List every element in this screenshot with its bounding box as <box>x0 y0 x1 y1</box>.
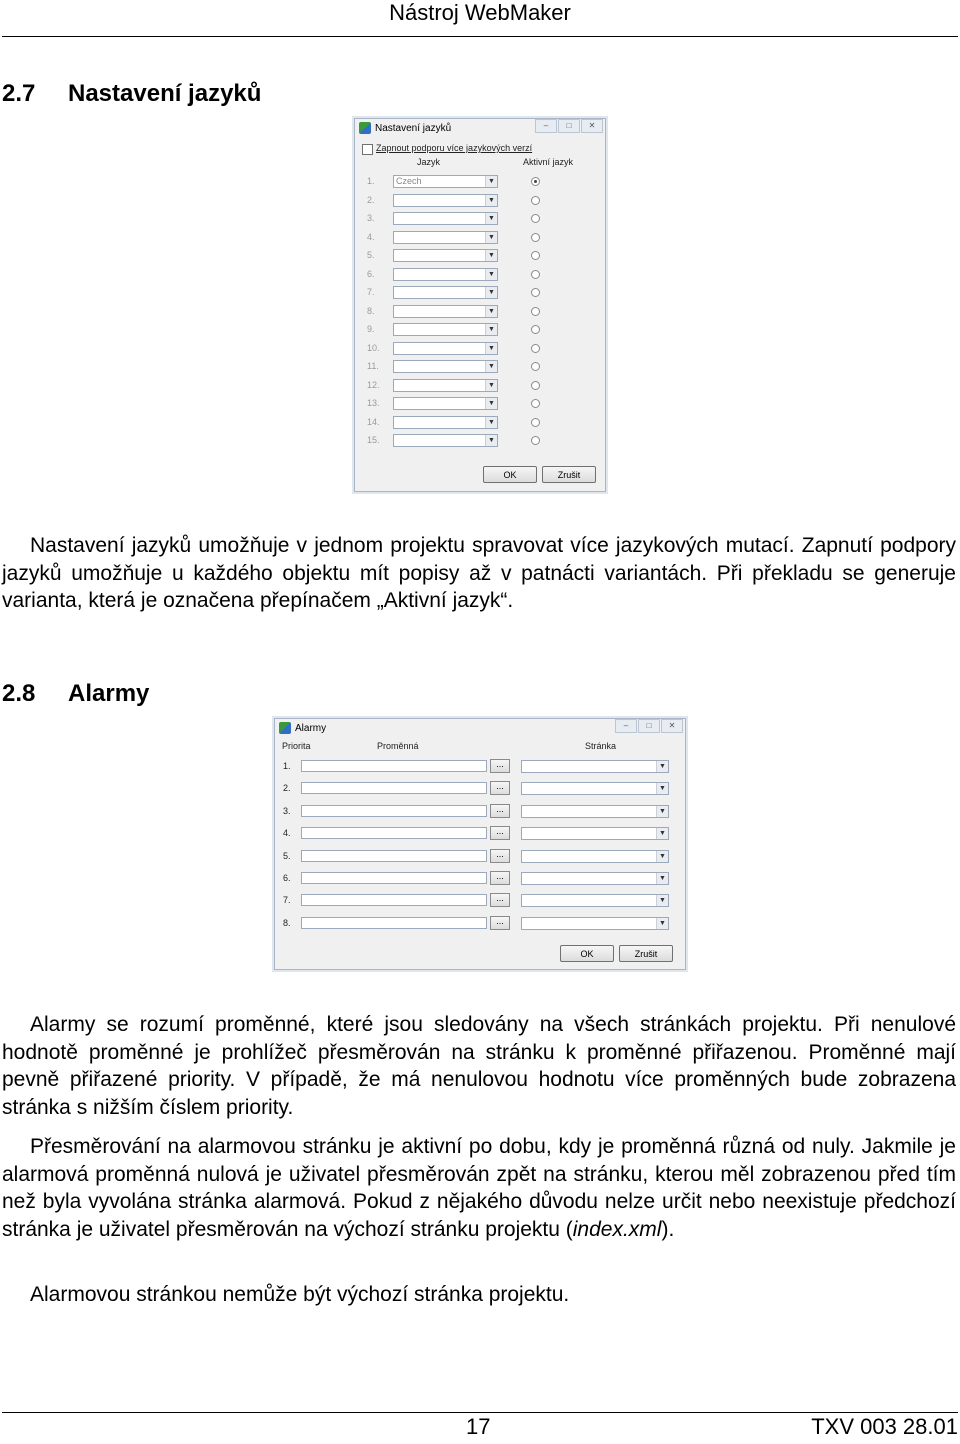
document-id: TXV 003 28.01 <box>811 1414 958 1439</box>
minimize-icon[interactable]: – <box>535 119 557 133</box>
column-header-priority: Priorita <box>282 741 311 751</box>
variable-input[interactable] <box>301 782 487 794</box>
row-number: 11. <box>367 361 379 371</box>
column-header-active: Aktivní jazyk <box>523 157 574 167</box>
cancel-button[interactable]: Zrušit <box>542 466 596 483</box>
language-settings-dialog <box>354 118 606 492</box>
language-select[interactable] <box>393 323 498 336</box>
browse-variable-button[interactable]: ... <box>490 871 510 885</box>
paragraph-alarms-intro <box>2 1011 956 1121</box>
priority-label: 6. <box>283 873 291 883</box>
section-heading-alarms <box>2 680 149 708</box>
dialog-titlebar <box>275 719 685 737</box>
page-select[interactable] <box>521 872 669 885</box>
active-language-radio[interactable] <box>531 196 540 205</box>
priority-label: 1. <box>283 761 291 771</box>
paragraph-languages <box>2 532 956 615</box>
dialog-title: Alarmy <box>295 722 327 734</box>
chevron-down-icon[interactable]: ▼ <box>656 761 668 772</box>
chevron-down-icon[interactable]: ▼ <box>485 435 497 446</box>
dialog-titlebar <box>355 119 605 137</box>
page-select[interactable] <box>521 894 669 907</box>
paragraph-text: Alarmy se rozumí proměnné, které jsou sledovány na všech stránkách projektu. Při nenulové hodnotě proměnné je prohlížeč přesměrován na stránku k proměnné přiřazenou. Proměnné mají pevně přiřazené priority. V případě, že má nenulovou hodnotu více proměnných bude zobrazena stránka s nižším číslem priority. <box>2 1013 956 1119</box>
active-language-radio[interactable] <box>531 270 540 279</box>
row-number: 10. <box>367 342 380 353</box>
active-language-radio[interactable] <box>531 214 540 223</box>
active-language-radio[interactable] <box>531 381 540 390</box>
page-header: Nástroj WebMaker <box>389 0 571 25</box>
section-title: Nastavení jazyků <box>68 80 262 107</box>
chevron-down-icon[interactable]: ▼ <box>485 398 497 409</box>
language-select[interactable] <box>393 434 498 447</box>
language-select[interactable] <box>393 342 498 355</box>
row-number: 1. <box>367 176 375 186</box>
browse-variable-button[interactable]: ... <box>490 759 510 773</box>
close-icon[interactable]: ✕ <box>581 119 603 133</box>
row-number: 15. <box>367 435 380 445</box>
row-number: 3. <box>367 213 375 223</box>
active-language-radio[interactable] <box>531 307 540 316</box>
priority-label: 5. <box>283 850 291 861</box>
column-header-page: Stránka <box>585 741 617 751</box>
variable-input[interactable] <box>301 850 487 862</box>
paragraph-alarm-note <box>2 1281 956 1309</box>
chevron-down-icon[interactable]: ▼ <box>485 195 497 206</box>
multilanguage-checkbox[interactable] <box>362 144 373 155</box>
active-language-radio[interactable] <box>531 344 540 353</box>
page-number: 17 <box>466 1414 491 1439</box>
page-select[interactable] <box>521 782 669 795</box>
variable-input[interactable] <box>301 827 487 839</box>
language-select[interactable] <box>393 360 498 373</box>
paragraph-text-end: ). <box>661 1217 675 1241</box>
app-icon <box>359 122 371 134</box>
variable-input[interactable] <box>301 894 487 906</box>
maximize-icon[interactable]: □ <box>558 119 580 133</box>
language-select[interactable] <box>393 175 498 188</box>
maximize-icon[interactable]: □ <box>638 719 660 733</box>
variable-input[interactable] <box>301 805 487 817</box>
priority-label: 4. <box>283 828 291 839</box>
active-language-radio[interactable] <box>531 251 540 260</box>
chevron-down-icon[interactable]: ▼ <box>485 343 497 354</box>
active-language-radio[interactable] <box>531 436 540 445</box>
ok-button[interactable]: OK <box>483 466 537 483</box>
chevron-down-icon[interactable]: ▼ <box>485 269 497 280</box>
chevron-down-icon[interactable]: ▼ <box>485 380 497 391</box>
paragraph-text: Alarmovou stránkou nemůže být výchozí stránka projektu. <box>30 1283 570 1306</box>
active-language-radio[interactable] <box>531 362 540 371</box>
chevron-down-icon[interactable]: ▼ <box>485 250 497 261</box>
chevron-down-icon[interactable]: ▼ <box>485 324 497 335</box>
section-heading-languages <box>2 80 261 108</box>
active-language-radio[interactable] <box>531 288 540 297</box>
page-select[interactable] <box>521 805 669 818</box>
active-language-radio[interactable] <box>531 325 540 334</box>
header-rule <box>2 36 958 37</box>
window-controls <box>534 119 603 133</box>
chevron-down-icon[interactable]: ▼ <box>485 417 497 428</box>
browse-variable-button[interactable]: ... <box>490 893 510 907</box>
language-select[interactable] <box>393 379 498 392</box>
language-select[interactable] <box>393 397 498 410</box>
chevron-down-icon[interactable]: ▼ <box>485 361 497 372</box>
browse-variable-button[interactable]: ... <box>490 826 510 840</box>
chevron-down-icon[interactable]: ▼ <box>485 176 497 187</box>
chevron-down-icon[interactable]: ▼ <box>656 806 668 817</box>
section-number: 2.8 <box>2 680 36 707</box>
row-number: 13. <box>367 398 380 408</box>
language-select[interactable] <box>393 305 498 318</box>
variable-input[interactable] <box>301 917 487 929</box>
column-header-variable: Proměnná <box>377 741 419 751</box>
priority-label: 8. <box>283 917 291 928</box>
paragraph-alarm-redirect <box>2 1133 956 1243</box>
paragraph-text: Přesměrování na alarmovou stránku je aktivní po dobu, kdy je proměnná různá od nuly. Jakmile je alarmová proměnná nulová je uživatel přesměrován zpět na stránku, kterou měl zobrazenou před tím než byla vyvolána stránka alarmová. Pokud z nějakého důvodu nelze určit nebo neexistuje předchozí stránka je uživatel přesměrován na výchozí stránku projektu ( <box>2 1135 956 1241</box>
chevron-down-icon[interactable]: ▼ <box>656 851 668 862</box>
column-header-language: Jazyk <box>417 157 441 167</box>
page-select[interactable] <box>521 917 669 930</box>
alarms-dialog <box>274 718 686 970</box>
priority-label: 3. <box>283 805 291 816</box>
close-icon[interactable]: ✕ <box>661 719 683 733</box>
filename: index.xml <box>572 1217 662 1241</box>
language-select[interactable] <box>393 249 498 262</box>
row-number: 14. <box>367 416 380 427</box>
browse-variable-button[interactable]: ... <box>490 804 510 818</box>
paragraph-text: Nastavení jazyků umožňuje v jednom projektu spravovat více jazykových mutací. Zapnutí podpory jazyků umožňuje u každého objektu mít popisy až v patnácti variantách. Při překladu se generuje varianta, která je označena přepínačem „Aktivní jazyk“. <box>2 534 956 612</box>
row-number: 9. <box>367 324 375 334</box>
row-number: 7. <box>367 287 375 297</box>
row-number: 12. <box>367 379 380 390</box>
language-select[interactable] <box>393 231 498 244</box>
language-select[interactable] <box>393 286 498 299</box>
chevron-down-icon[interactable]: ▼ <box>656 918 668 929</box>
minimize-icon[interactable]: – <box>615 719 637 733</box>
browse-variable-button[interactable]: ... <box>490 781 510 795</box>
variable-input[interactable] <box>301 872 487 884</box>
cancel-button[interactable]: Zrušit <box>619 945 673 962</box>
priority-label: 7. <box>283 895 291 906</box>
row-number: 5. <box>367 250 375 260</box>
page-select[interactable] <box>521 827 669 840</box>
chevron-down-icon[interactable]: ▼ <box>485 213 497 224</box>
section-title: Alarmy <box>68 680 150 707</box>
language-select[interactable] <box>393 212 498 225</box>
row-number: 2. <box>367 194 375 205</box>
footer-rule <box>2 1412 958 1413</box>
row-number: 8. <box>367 305 375 316</box>
chevron-down-icon[interactable]: ▼ <box>485 287 497 298</box>
chevron-down-icon[interactable]: ▼ <box>656 783 668 794</box>
dialog-title: Nastavení jazyků <box>375 122 452 134</box>
active-language-radio[interactable] <box>531 233 540 242</box>
chevron-down-icon[interactable]: ▼ <box>485 306 497 317</box>
app-icon <box>279 722 291 734</box>
language-select[interactable] <box>393 194 498 207</box>
active-language-radio[interactable] <box>531 418 540 427</box>
section-number: 2.7 <box>2 80 36 107</box>
active-language-radio[interactable] <box>531 399 540 408</box>
window-controls <box>614 719 683 733</box>
active-language-radio[interactable] <box>531 177 540 186</box>
chevron-down-icon[interactable]: ▼ <box>656 828 668 839</box>
language-value: Czech <box>396 176 422 186</box>
ok-button[interactable]: OK <box>560 945 614 962</box>
page-select[interactable] <box>521 850 669 863</box>
multilanguage-checkbox-label: Zapnout podporu více jazykových verzí <box>376 143 533 153</box>
chevron-down-icon[interactable]: ▼ <box>485 232 497 243</box>
language-select[interactable] <box>393 268 498 281</box>
page-select[interactable] <box>521 760 669 773</box>
chevron-down-icon[interactable]: ▼ <box>656 895 668 906</box>
row-number: 6. <box>367 268 375 279</box>
chevron-down-icon[interactable]: ▼ <box>656 873 668 884</box>
language-select[interactable] <box>393 416 498 429</box>
priority-label: 2. <box>283 783 291 794</box>
browse-variable-button[interactable]: ... <box>490 849 510 863</box>
variable-input[interactable] <box>301 760 487 772</box>
row-number: 4. <box>367 231 375 242</box>
browse-variable-button[interactable]: ... <box>490 916 510 930</box>
